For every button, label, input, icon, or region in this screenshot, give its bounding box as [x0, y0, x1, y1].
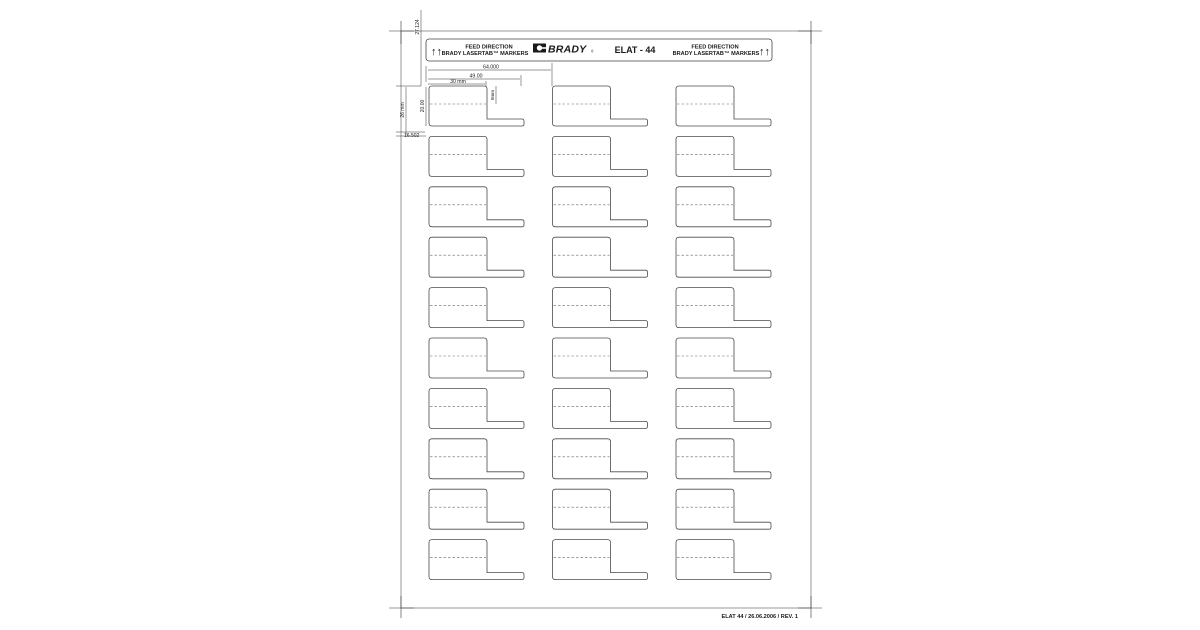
dim-label-height: 20.00	[420, 99, 426, 113]
feed-direction-left: FEED DIRECTION	[465, 44, 513, 51]
feed-direction-right: FEED DIRECTION	[691, 44, 739, 51]
dim-column-pitch: 64.000	[483, 64, 499, 71]
feed-arrows-right: ↑↑	[759, 46, 770, 58]
product-line-right: BRADY LASERTAB™ MARKERS	[672, 51, 760, 57]
product-line-left: BRADY LASERTAB™ MARKERS	[441, 51, 529, 57]
dim-label-width: 30 mm	[450, 79, 466, 85]
svg-text:®: ®	[591, 49, 594, 54]
dim-row-pitch: 26 mm	[400, 102, 406, 118]
product-code: ELAT - 44	[614, 45, 656, 55]
dim-left-offset: 16.502	[404, 133, 420, 139]
svg-text:BRADY: BRADY	[548, 43, 587, 56]
revision-note: ELAT 44 / 26.06.2006 / REV. 1	[721, 614, 798, 620]
feed-arrows-left: ↑↑	[431, 46, 442, 58]
dim-top-offset: 27.124	[415, 19, 421, 35]
header-strip	[426, 39, 772, 61]
dim-label-total-width: 49.00	[469, 73, 483, 80]
dim-tab-height: 8mm	[490, 90, 495, 100]
